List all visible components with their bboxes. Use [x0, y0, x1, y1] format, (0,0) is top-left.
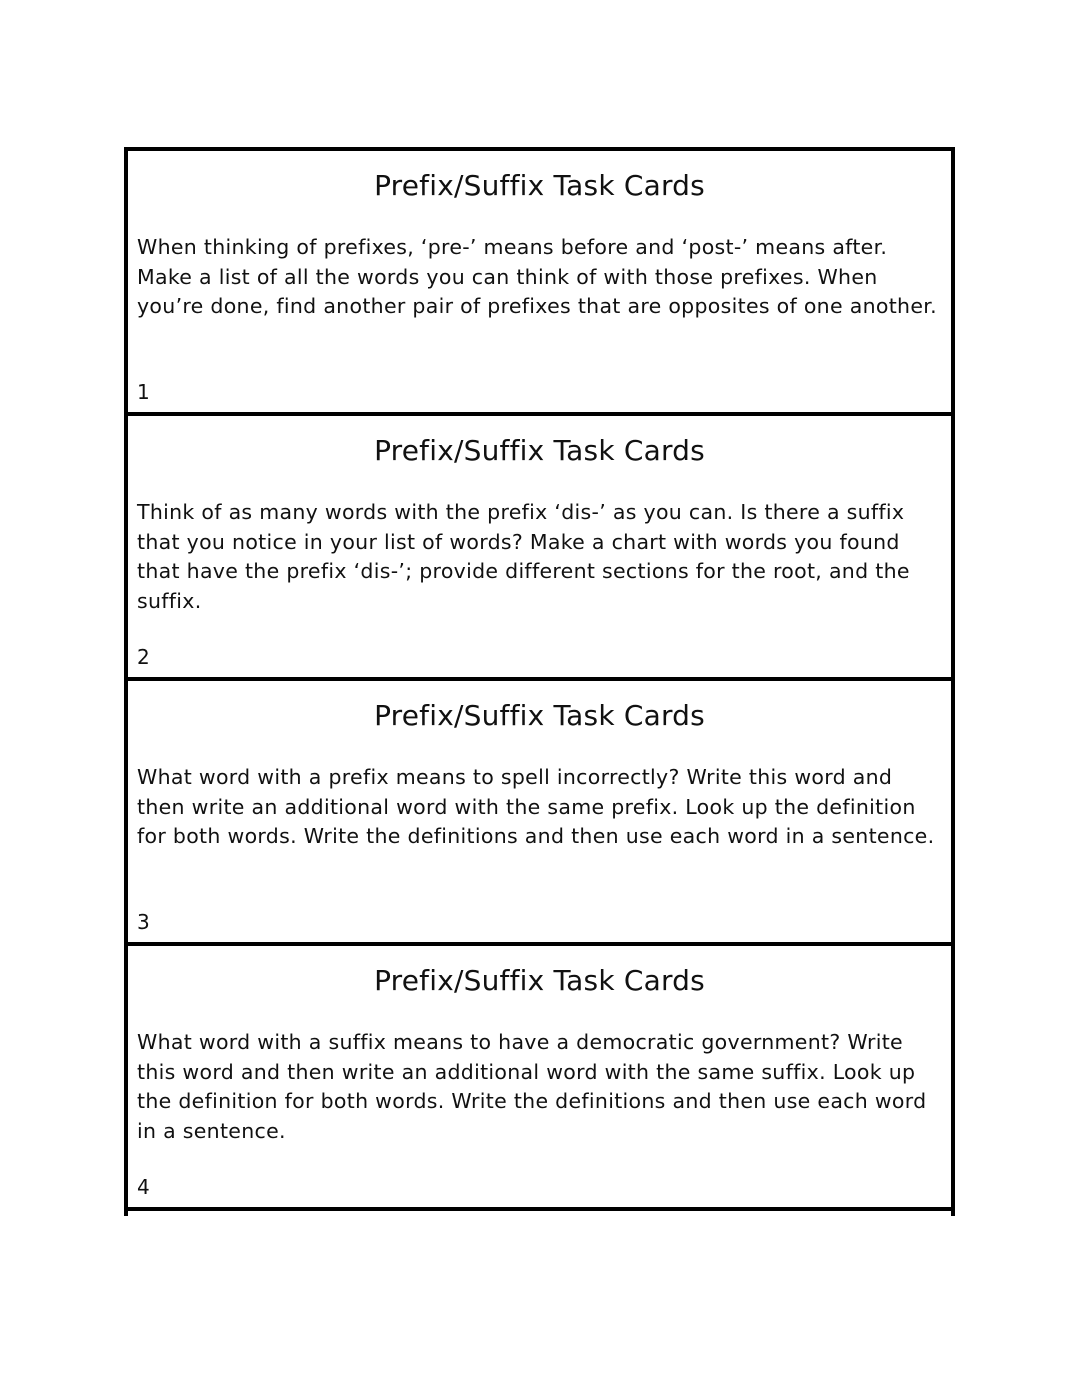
card-title: Prefix/Suffix Task Cards: [374, 699, 705, 732]
card-title: Prefix/Suffix Task Cards: [374, 964, 705, 997]
card-number: 3: [137, 910, 150, 934]
task-card-3: [128, 681, 951, 946]
task-card-2: [128, 416, 951, 681]
card-instructions: What word with a suffix means to have a democratic government? Write this word and then write an additional word with the same suffix. Look up the definition for both words. Write the definitions and then use each word in a sentence.: [137, 1030, 927, 1143]
card-instructions: When thinking of prefixes, ‘pre-’ means before and ‘post-’ means after. Make a list of all the words you can think of with those prefixes. When you’re done, find another pair of prefixes that are opposites of one another.: [137, 235, 937, 318]
card-instructions: Think of as many words with the prefix ‘dis-’ as you can. Is there a suffix that you notice in your list of words? Make a chart with words you found that have the prefix ‘dis-’; provide different sections for the root, and the suffix.: [137, 500, 910, 613]
card-title: Prefix/Suffix Task Cards: [374, 434, 705, 467]
task-card-4: [128, 946, 951, 1211]
task-card-sheet: [124, 147, 955, 1216]
card-instructions: What word with a prefix means to spell incorrectly? Write this word and then write an additional word with the same prefix. Look up the definition for both words. Write the definitions and then use each word in a sentence.: [137, 765, 935, 848]
card-number: 4: [137, 1175, 150, 1199]
task-card-1: [128, 151, 951, 416]
card-title: Prefix/Suffix Task Cards: [374, 169, 705, 202]
card-number: 2: [137, 645, 150, 669]
card-number: 1: [137, 380, 150, 404]
